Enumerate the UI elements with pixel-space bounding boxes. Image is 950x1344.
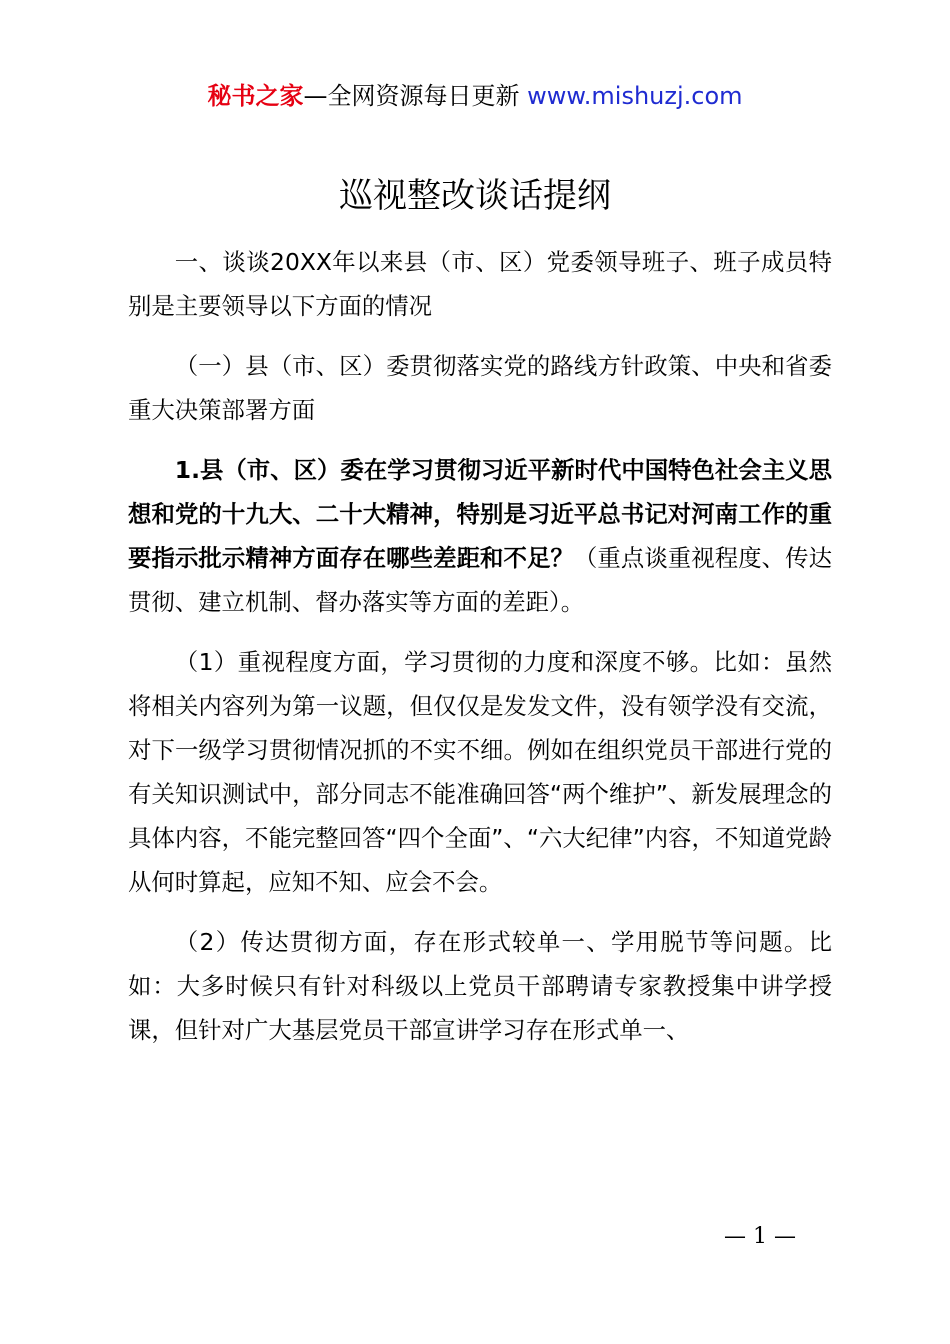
question-bold-text: 1.县（市、区）委在学习贯彻习近平新时代中国特色社会主义思想和党的十九大、二十大精神，特别是习近平总书记对河南工作的重要指示批示精神方面存在哪些差距和不足？ bbox=[128, 456, 832, 572]
paragraph-question-1 bbox=[128, 448, 832, 624]
paragraph-subsection-1: （一）县（市、区）委贯彻落实党的路线方针政策、中央和省委重大决策部署方面 bbox=[128, 352, 832, 424]
question-note-text: （重点谈重视程度、传达贯彻、建立机制、督办落实等方面的差距）。 bbox=[128, 544, 833, 616]
paragraph-point-1: （1）重视程度方面，学习贯彻的力度和深度不够。比如：虽然将相关内容列为第一议题，但仅仅是发发文件，没有领学没有交流，对下一级学习贯彻情况抓的不实不细。例如在组织党员干部进行党的有关知识测试中，部分同志不能准确回答“两个维护”、新发展理念的具体内容，不能完整回答“四个全面”、“六大纪律”内容，不知道党龄从何时算起，应知不知、应会不会。 bbox=[128, 648, 832, 896]
header-tagline: —全网资源每日更新 bbox=[303, 82, 528, 110]
paragraph-section-1: 一、谈谈20XX年以来县（市、区）党委领导班子、班子成员特别是主要领导以下方面的情况 bbox=[128, 248, 832, 320]
document-body bbox=[128, 240, 832, 1068]
site-header bbox=[0, 78, 950, 114]
brand-name: 秘书之家 bbox=[207, 82, 304, 110]
site-url-link[interactable]: www.mishuzj.com bbox=[527, 82, 743, 110]
document-title: 巡视整改谈话提纲 bbox=[339, 176, 611, 216]
paragraph-point-2: （2）传达贯彻方面，存在形式较单一、学用脱节等问题。比如：大多时候只有针对科级以上党员干部聘请专家教授集中讲学授课，但针对广大基层党员干部宣讲学习存在形式单一、 bbox=[128, 928, 832, 1044]
page-number: — 1 — bbox=[724, 1224, 796, 1249]
